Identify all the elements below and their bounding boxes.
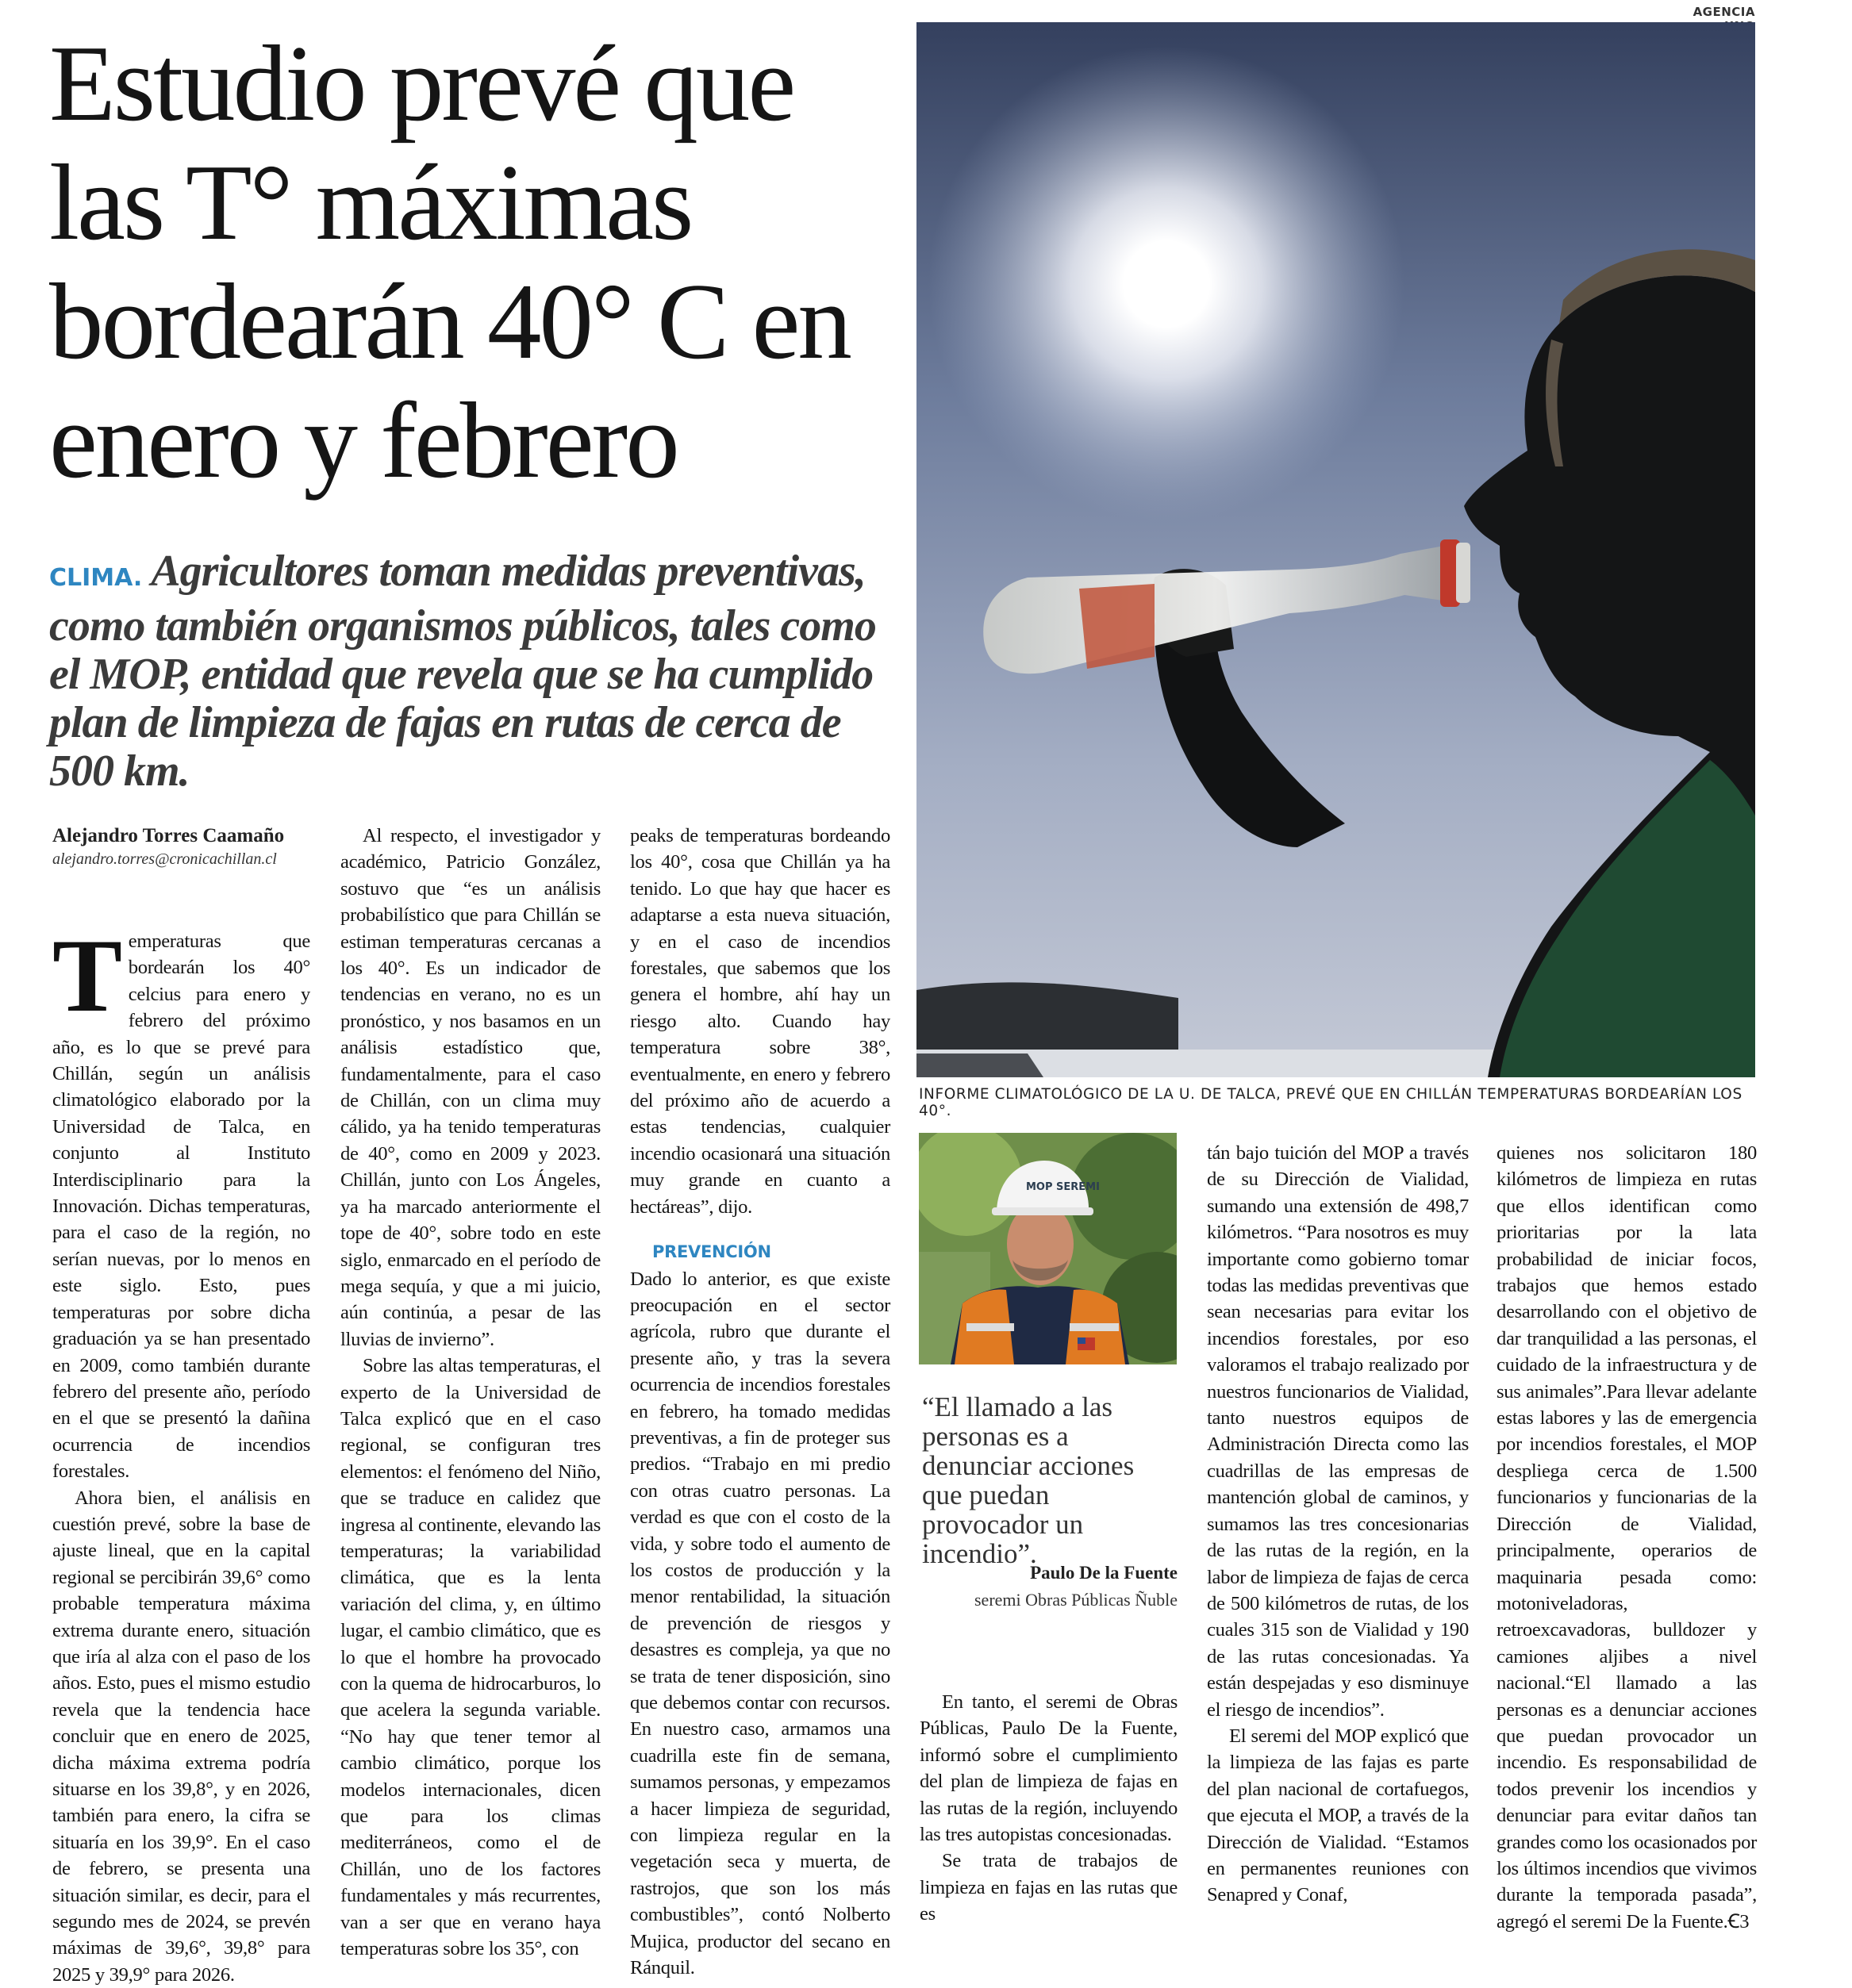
paragraph-2: Ahora bien, el análisis en cuestión prevé, sobre la base de ajuste lineal, que en la capital regional se percibirán 39,6° como probable temperatura máxima extrema durante enero, situación que iría al alza con el paso de los años. Esto, pues el mismo estudio revela que la tendencia hace concluir que en enero de 2025, dicha máxima extrema podría situarse en los 39,8°, y en 2026, también para enero, la cifra se situaría en los 39,9°. En el caso de febrero, se presenta una situación similar, es decir, para el segundo mes de 2024, se prevén máximas de 39,6°, 39,8° para 2025 y 39,9° para 2026. [52,1487,310,1986]
portrait-photo [919,1133,1177,1364]
author-name: Alejandro Torres Caamaño [52,825,285,846]
paragraph-5: peaks de temperaturas bordeando los 40°, cosa que Chillán ya ha tenido. Lo que hay que hacer es adaptarse a esta nueva situación, y en el caso de incendios forestales, que sabemos que los genera el hombre, ahí hay un riesgo alto. Cuando hay temperatura sobre 38°, eventualmente, en enero y febrero del próximo año de acuerdo a estas tendencias, cualquier incendio ocasionará una situación muy grande en cuanto a hectáreas”, dijo. [630,825,890,1218]
photo-credit: AGENCIA [1693,5,1755,19]
paragraph-4: Sobre las altas temperaturas, el experto de la Universidad de Talca explicó que en el caso regional, se configuran tres elementos: el fenómeno del Niño, que se traduce en calidez que ingresa al continente, elevando las temperaturas; la variabilidad climática, que es la lenta variación del clima, y, en último lugar, el cambio climático, que es lo que el hombre ha provocado con la quema de hidrocarburos, lo que acelera la segunda variable. “No hay que tener temor al cambio climático, porque los modelos internacionales, dicen que para los climas mediterráneos, como el de Chillán, uno de los factores fundamentales y más recurrentes, van a ser que en verano haya temperaturas sobre los 35°, con [340,1355,601,1960]
article-column-6 [1497,1140,1757,1935]
end-mark: Ꞓ3 [1727,1910,1750,1932]
lead-text: Agricultores toman medidas preventivas, como también organismos públicos, tales como el MOP, entidad que revela que se ha cumplido plan de limpieza de fajas en rutas de cerca de 500 km. [49,547,876,796]
pull-quote: “El llamado a las personas es a denunciar acciones que puedan provocador un incendio”. [922,1391,1135,1569]
paragraph-6: Dado lo anterior, es que existe preocupación en el sector agrícola, rubro que durante el presente año, y tras la severa ocurrencia de incendios forestales en febrero, ha tomado medidas preventivas, a fin de proteger sus predios. “Trabajo en mi predio con otras cuatro personas. La verdad es que con el costo de la vida, y sobre todo el aumento de los costos de producción y la menor rentabilidad, la situación de prevención de riesgos y desastres es compleja, ya que no se trata de tener disposición, sino que debemos contar con recursos. En nuestro caso, armamos una cuadrilla este fin de semana, sumamos personas, y empezamos a hacer limpieza de seguridad, con limpieza regular en la vegetación seca y muerta, de rastrojos, que son los más combustibles”, contó Nolberto Mujica, productor del secano en Ránquil. [630,1268,890,1979]
headline: Estudio prevé que las T° máximas bordearán 40° C en enero y febrero [49,23,850,501]
article-column-5 [1207,1140,1469,1909]
main-photo [916,22,1755,1077]
drop-cap: T [52,917,122,1034]
article-column-2 [340,823,601,1962]
article-column-4 [920,1689,1178,1928]
paragraph-8: Se trata de trabajos de limpieza en fajas en las rutas que es [920,1850,1178,1925]
paragraph-7: En tanto, el seremi de Obras Públicas, Paulo De la Fuente, informó sobre el cumplimiento del plan de limpieza de fajas en las rutas de la región, incluyendo las tres autopistas concesionadas. [920,1691,1178,1846]
quote-author-role: seremi Obras Públicas Ñuble [974,1590,1178,1610]
quote-author: Paulo De la Fuente [1030,1563,1178,1583]
seremi-portrait-photo-icon [919,1133,1177,1364]
photo-caption: INFORME CLIMATOLÓGICO DE LA U. DE TALCA, PREVÉ QUE EN CHILLÁN TEMPERATURAS BORDEARÍAN LOS 40°. [919,1086,1742,1119]
paragraph-9: tán bajo tuición del MOP a través de su Dirección de Vialidad, sumando una extensión de 498,7 kilómetros. “Para nosotros es muy importante como gobierno tomar todas las medidas preventivas que sean necesarias para evitar los incendios forestales, por eso valoramos el trabajo realizado por nuestros funcionarios de Vialidad, tanto nuestros equipos de Administración Directa como las cuadrillas de las empresas de mantención global de caminos, y sumamos las tres concesionarias de las rutas de la región, en la labor de limpieza de fajas de cerca de 500 kilómetros de rutas, de los cuales 315 son de Vialidad y 190 de las rutas concesionadas. Ya están despejadas y eso disminuye el riesgo de incendios”. [1207,1142,1469,1721]
paragraph-11: quienes nos solicitaron 180 kilómetros de limpieza en rutas que ellos identifican como prioritarias por la lata probabilidad de iniciar focos, trabajos que hemos estado desarrollando con el objetivo de dar tranquilidad a las personas, el cuidado de la infraestructura y de sus animales”.Para llevar adelante estas labores y las de emergencia por incendios forestales, el MOP despliega cerca de 1.500 funcionarios y funcionarias de la Dirección de Vialidad, principalmente, operarios de maquinaria pesada como: motoniveladoras, retroexcavadoras, bulldozer y camiones aljibes a nivel nacional.“El llamado a las personas es a denunciar acciones que puedan provocador un incendio. Es responsabilidad de todos prevenir los incendios y denunciar para evitar daños tan grandes como los ocasionados por los últimos incendios que vivimos durante la temporada pasada”, agregó el seremi De la Fuente. [1497,1142,1757,1932]
helmet-text: MOP SEREMI [1026,1181,1100,1193]
paragraph-10: El seremi del MOP explicó que la limpieza de las fajas es parte del plan nacional de cortafuegos, que ejecuta el MOP, a través de la Dirección de Vialidad. “Estamos en permanentes reuniones con Senapred y Conaf, [1207,1725,1469,1906]
article-column-3 [630,823,890,1981]
woman-drinking-water-photo-icon [916,22,1755,1077]
article-column-1 [52,917,310,1988]
section-subhead: PREVENCIÓN [652,1242,771,1262]
lead-paragraph [49,547,906,796]
paragraph-1: emperaturas que bordearán los 40° celcius para enero y febrero del próximo año, es lo que se prevé para Chillán, según un análisis climatológico elaborado por la Universidad de Talca, en conjunto al Instituto Interdisciplinario para la Innovación. Dichas temperaturas, para el caso de la región, no serían nuevas, por lo menos en este siglo. Esto, pues temperaturas por sobre dicha graduación ya se han presentado en 2009, como también durante febrero del presente año, período en el que se presentó la dañina ocurrencia de incendios forestales. [52,931,310,1483]
paragraph-3: Al respecto, el investigador y académico, Patricio González, sostuvo que “es un análisis probabilístico que para Chillán se estiman temperaturas cercanas a los 40°. Es un indicador de tendencias en verano, no es un pronóstico, y nos basamos en un análisis estadístico que, fundamentalmente, para el caso de Chillán, con un clima muy cálido, ya ha tenido temperaturas de 40°, como en 2009 y 2023. Chillán, junto con Los Ángeles, ya ha marcado anteriormente el tope de 40°, sobre todo en este siglo, enmarcado en el período de mega sequía, y que a mi juicio, aún continúa, a pesar de las lluvias de invierno”. [340,825,601,1350]
author-email[interactable]: alejandro.torres@cronicachillan.cl [52,850,277,868]
section-tag: CLIMA. [49,564,143,592]
